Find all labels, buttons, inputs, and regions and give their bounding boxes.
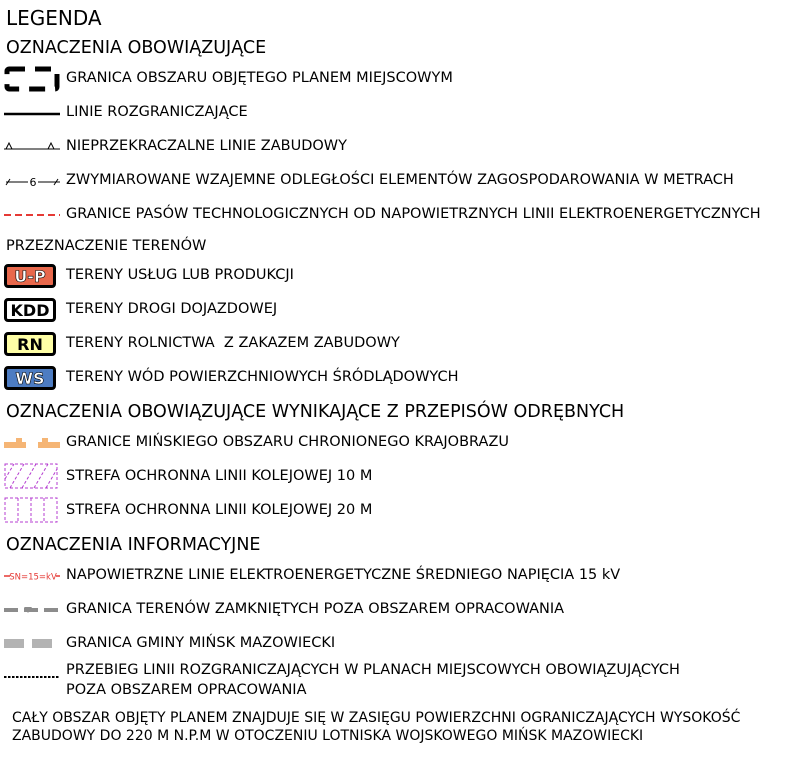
- legend-label: TERENY ROLNICTWA Z ZAKAZEM ZABUDOWY: [66, 335, 400, 351]
- land-use-badge-ws: WS: [4, 366, 56, 390]
- power-line-15kv-icon: [4, 565, 60, 587]
- legend-label: GRANICA OBSZARU OBJĘTEGO PLANEM MIEJSCOWYM: [66, 70, 453, 86]
- legend-label: TERENY WÓD POWIERZCHNIOWYCH ŚRÓDLĄDOWYCH: [66, 369, 459, 385]
- legend-title: LEGENDA: [6, 6, 102, 30]
- legend-label: STREFA OCHRONNA LINII KOLEJOWEJ 10 M: [66, 468, 373, 484]
- legend-label: GRANICA GMINY MIŃSK MAZOWIECKI: [66, 635, 336, 651]
- building-line-icon: [4, 136, 60, 158]
- legend-label: GRANICA TERENÓW ZAMKNIĘTYCH POZA OBSZAREM OPRACOWANIA: [66, 601, 565, 617]
- legend-label: GRANICE MIŃSKIEGO OBSZARU CHRONIONEGO KRAJOBRAZU: [66, 434, 509, 450]
- land-use-badge-up: U-P: [4, 264, 56, 288]
- plan-boundary-icon: [4, 66, 60, 92]
- legend-label: LINIE ROZGRANICZAJĄCE: [66, 104, 248, 120]
- legend-label-line1: PRZEBIEG LINII ROZGRANICZAJĄCYCH W PLANACH MIEJSCOWYCH OBOWIĄZUJĄCYCH: [66, 662, 680, 678]
- demarcation-line-icon: [4, 103, 60, 125]
- closed-area-boundary-icon: [4, 599, 60, 621]
- section-heading-informational: OZNACZENIA INFORMACYJNE: [6, 535, 261, 555]
- municipality-boundary-icon: [4, 633, 60, 655]
- dimension-line-icon: [4, 170, 60, 192]
- footnote-line2: ZABUDOWY DO 220 M N.P.M W OTOCZENIU LOTNISKA WOJSKOWEGO MIŃSK MAZOWIECKI: [12, 728, 644, 744]
- legend-label: TERENY USŁUG LUB PRODUKCJI: [66, 267, 294, 283]
- land-use-badge-kdd: KDD: [4, 298, 56, 322]
- land-use-badge-rn: RN: [4, 332, 56, 356]
- section-heading-land-use: PRZEZNACZENIE TERENÓW: [6, 238, 207, 254]
- legend-label: TERENY DROGI DOJAZDOWEJ: [66, 301, 278, 317]
- legend-label: NAPOWIETRZNE LINIE ELEKTROENERGETYCZNE ŚREDNIEGO NAPIĘCIA 15 kV: [66, 567, 621, 583]
- landscape-area-boundary-icon: [4, 432, 60, 454]
- legend-label: NIEPRZEKRACZALNE LINIE ZABUDOWY: [66, 138, 347, 154]
- footnote-line1: CAŁY OBSZAR OBJĘTY PLANEM ZNAJDUJE SIĘ W ZASIĘGU POWIERZCHNI OGRANICZAJĄCYCH WYSOKOŚĆ: [12, 710, 741, 726]
- section-heading-separate-regulations: OZNACZENIA OBOWIĄZUJĄCE WYNIKAJĄCE Z PRZEPISÓW ODRĘBNYCH: [6, 402, 625, 422]
- dimension-value: 6: [29, 176, 37, 189]
- legend-label: GRANICE PASÓW TECHNOLOGICZNYCH OD NAPOWIETRZNYCH LINII ELEKTROENERGETYCZNYCH: [66, 206, 761, 222]
- section-heading-mandatory: OZNACZENIA OBOWIĄZUJĄCE: [6, 38, 267, 58]
- power-line-symbol-text: SN=15=kV: [9, 572, 57, 583]
- railway-zone-20m-icon: [4, 497, 60, 523]
- legend-label: ZWYMIAROWANE WZAJEMNE ODLEGŁOŚCI ELEMENTÓW ZAGOSPODAROWANIA W METRACH: [66, 172, 734, 188]
- legend-label-line2: POZA OBSZAREM OPRACOWANIA: [66, 682, 307, 698]
- technology-strip-boundary-icon: [4, 204, 60, 226]
- railway-zone-10m-icon: [4, 463, 60, 489]
- legend-label: STREFA OCHRONNA LINII KOLEJOWEJ 20 M: [66, 502, 373, 518]
- external-demarcation-icon: [4, 666, 60, 688]
